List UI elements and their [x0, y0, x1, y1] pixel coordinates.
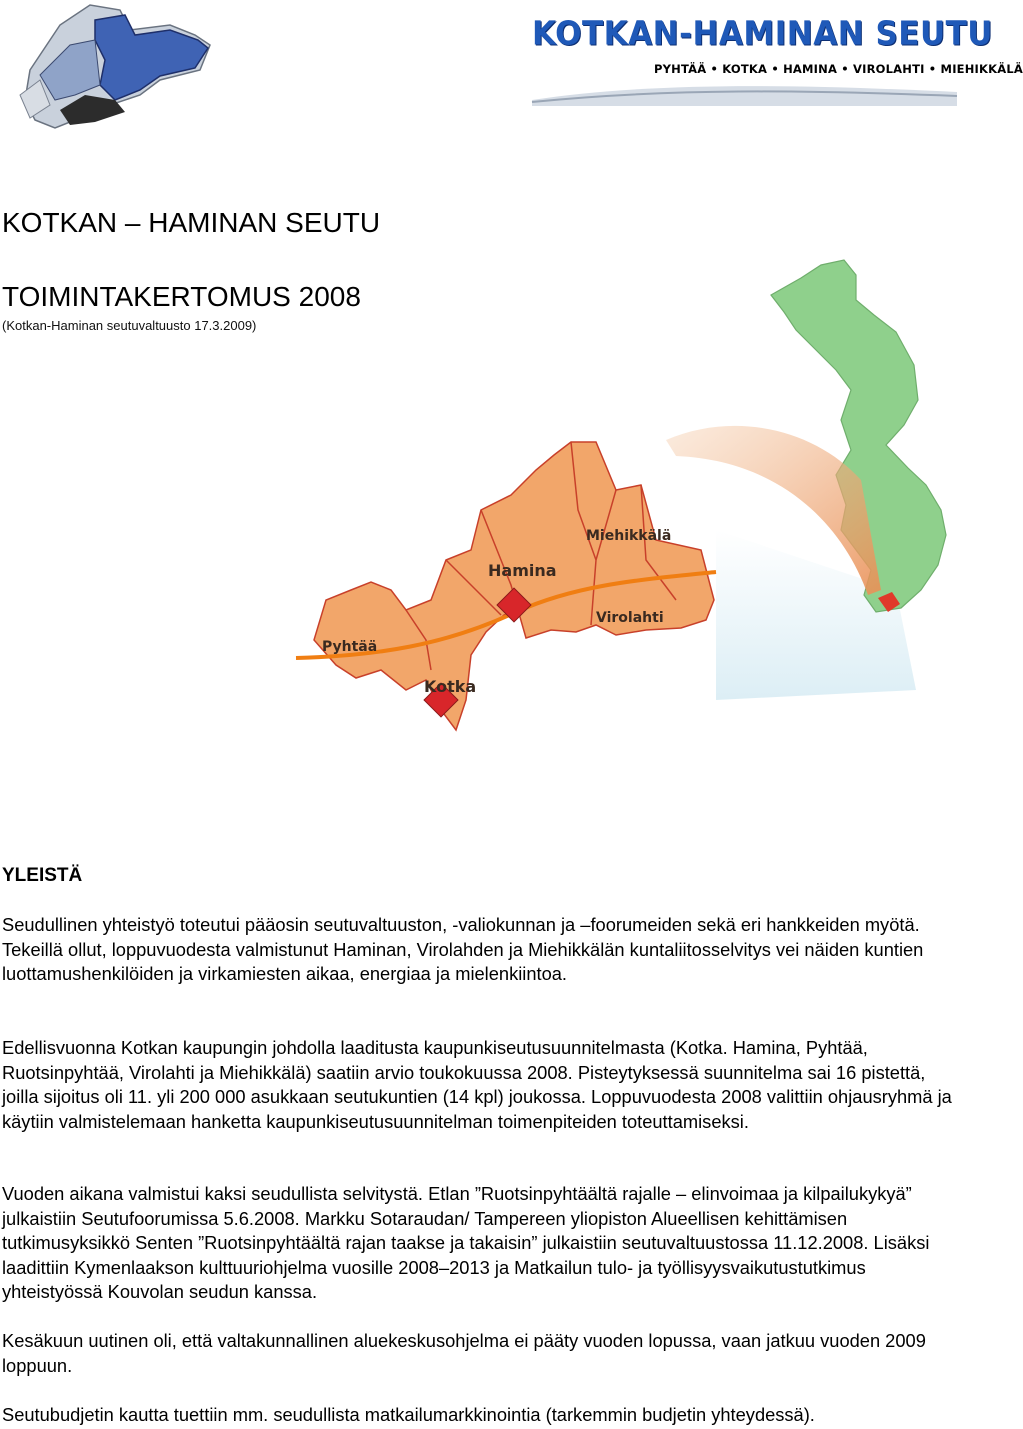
brand-municipalities: PYHTÄÄ • KOTKA • HAMINA • VIROLAHTI • MIEHIKKÄLÄ [654, 62, 1023, 76]
paragraph: Vuoden aikana valmistui kaksi seudullista selvitystä. Etlan ”Ruotsinpyhtäältä rajalle – elinvoimaa ja kilpailukykyä” julkaistiin Seutufoorumissa 5.6.2008. Markku Sotaraudan/ Tampereen yliopiston Alueellisen kehittämisen tutkimusyksikkö Senten ”Ruotsinpyhtäältä rajan taakse ja takaisin” julkaistiin seutuvaltuustossa 11.12.2008. Lisäksi laadittiin Kymenlaakson kulttuuriohjelma vuosille 2008–2013 ja Matkailun tulo- ja työllisyysvaikutustutkimus yhteistyössä Kouvolan seudun kanssa. [2, 1183, 930, 1303]
paragraph: Seutubudjetin kautta tuettiin mm. seudullista matkailumarkkinointia (tarkemmin budjetin yhteydessä). [2, 1404, 815, 1425]
brand-name: KOTKAN-HAMINAN SEUTU [532, 15, 993, 53]
brand-logo [532, 15, 1023, 106]
logo-region-map [0, 0, 215, 135]
region-shape [314, 442, 714, 730]
label-hamina: Hamina [488, 561, 557, 580]
document-subtitle: (Kotkan-Haminan seutuvaltuusto 17.3.2009) [2, 318, 257, 333]
section-heading: YLEISTÄ [2, 865, 83, 886]
label-kotka: Kotka [424, 677, 477, 696]
paragraph: Edellisvuonna Kotkan kaupungin johdolla laaditusta kaupunkiseutusuunnitelmasta (Kotka. Hamina, Pyhtää, Ruotsinpyhtää, Virolahti ja Miehikkälä) saatiin arvio toukokuussa 2008. Pisteytyksessä suunnitelma sai 16 pistettä, joilla sijoitus oli 11. yli 200 000 asukkaan seutukuntien (14 kpl) joukossa. Loppuvuodesta 2008 valittiin ohjausryhmä ja käytiin valmistelemaan hanketta kaupunkiseutusuunnitelman toimenpiteiden toteuttamiseksi. [2, 1037, 952, 1132]
label-virolahti: Virolahti [596, 610, 664, 626]
label-miehikkala: Miehikkälä [586, 528, 672, 544]
document-title: KOTKAN – HAMINAN SEUTU [2, 207, 381, 238]
paragraph: Kesäkuun uutinen oli, että valtakunnallinen aluekeskusohjelma ei pääty vuoden lopussa, vaan jatkuu vuoden 2009 loppuun. [2, 1330, 926, 1376]
paragraph: Seudullinen yhteistyö toteutui pääosin seutuvaltuuston, -valiokunnan ja –foorumeiden sekä eri hankkeiden myötä. Tekeillä ollut, loppuvuodesta valmistunut Haminan, Virolahden ja Miehikkälän kuntaliitosselvitys vei näiden kuntien luottamushenkilöiden ja virkamiesten aikaa, energiaa ja mielenkiintoa. [2, 914, 924, 985]
report-title: TOIMINTAKERTOMUS 2008 [2, 281, 361, 312]
region-map [296, 260, 960, 770]
brand-wave-graphic [532, 80, 957, 106]
label-pyhtaa: Pyhtää [322, 639, 378, 655]
